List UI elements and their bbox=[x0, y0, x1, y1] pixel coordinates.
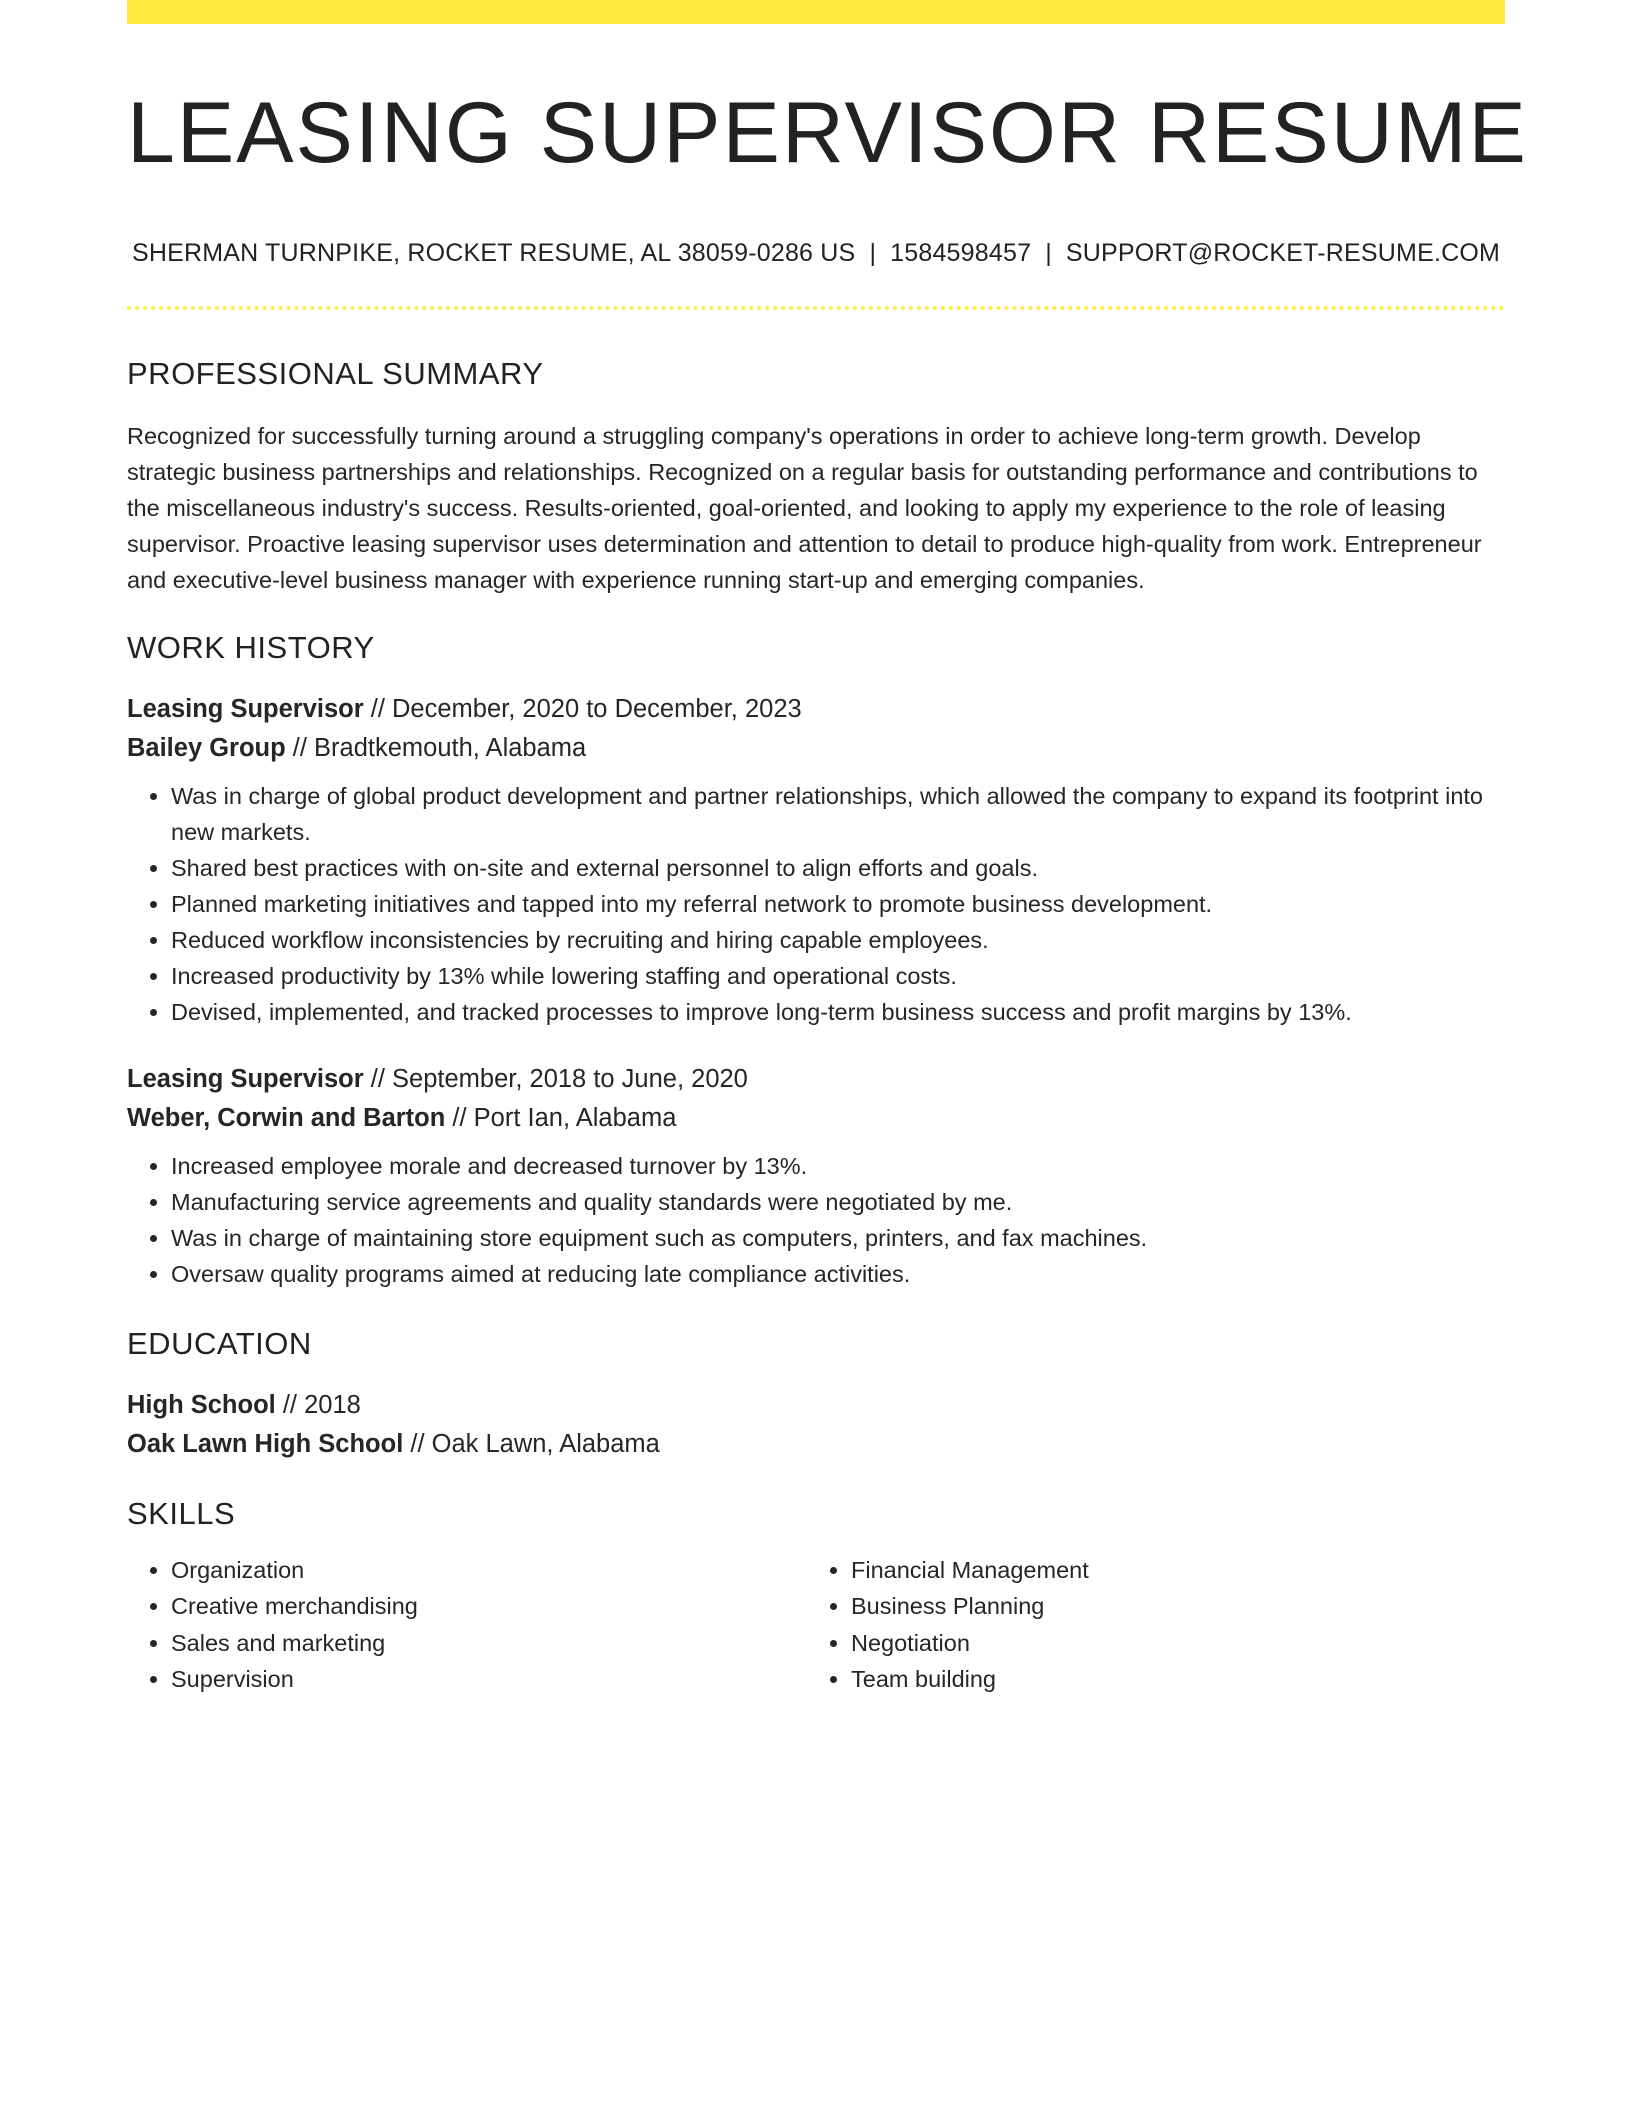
work-history-heading: WORK HISTORY bbox=[127, 629, 375, 665]
skill-item: • Business Planning bbox=[851, 1588, 1487, 1625]
summary-text: Recognized for successfully turning around a struggling company's operations in order to achieve long-term growth. Develop strategic business partnerships and relationships. Recognized on a regular basis for outstanding performance and contributions to the miscellaneous industry's success. Results-oriented, goal-oriented, and looking to apply my experience to the role of leasing supervisor. Proactive leasing supervisor uses determination and attention to detail to produce high-quality from work. Entrepreneur and executive-level business manager with experience running start-up and emerging companies. bbox=[127, 422, 1482, 593]
job-duty: • Increased productivity by 13% while lowering staffing and operational costs. bbox=[171, 958, 1505, 994]
job-title-line bbox=[127, 1060, 1505, 1099]
contact-address: SHERMAN TURNPIKE, ROCKET RESUME, AL 38059-0286 US bbox=[131, 238, 856, 267]
job-dates: // September, 2018 to June, 2020 bbox=[363, 1064, 748, 1093]
contact-email: SUPPORT@ROCKET-RESUME.COM bbox=[1065, 238, 1501, 267]
skill-item: • Negotiation bbox=[851, 1625, 1487, 1662]
contact-line bbox=[127, 239, 1505, 268]
summary-heading: PROFESSIONAL SUMMARY bbox=[127, 355, 544, 391]
top-accent-bar bbox=[127, 0, 1505, 24]
job-duty: • Oversaw quality programs aimed at reducing late compliance activities. bbox=[171, 1256, 1505, 1292]
education-year: // 2018 bbox=[275, 1390, 361, 1419]
job-entry bbox=[127, 1060, 1505, 1292]
education-heading: EDUCATION bbox=[127, 1325, 312, 1361]
job-duty: • Increased employee morale and decreased turnover by 13%. bbox=[171, 1148, 1505, 1184]
skill-item: • Sales and marketing bbox=[171, 1625, 807, 1662]
job-duty: • Planned marketing initiatives and tapped into my referral network to promote business development. bbox=[171, 886, 1505, 922]
education-school: Oak Lawn High School bbox=[127, 1429, 404, 1458]
skills-columns bbox=[127, 1552, 1505, 1698]
job-company-line bbox=[127, 1099, 1505, 1138]
job-duty: • Devised, implemented, and tracked processes to improve long-term business success and profit margins by 13%. bbox=[171, 994, 1505, 1030]
skill-item: • Supervision bbox=[171, 1661, 807, 1698]
education-degree: High School bbox=[127, 1390, 276, 1419]
job-duties-list bbox=[127, 778, 1505, 1030]
job-company: Weber, Corwin and Barton bbox=[127, 1103, 446, 1132]
job-title: Leasing Supervisor bbox=[127, 1064, 364, 1093]
contact-phone: 1584598457 bbox=[890, 238, 1032, 267]
education-entry bbox=[127, 1386, 1505, 1464]
job-duty: • Reduced workflow inconsistencies by recruiting and hiring capable employees. bbox=[171, 922, 1505, 958]
dotted-divider bbox=[127, 306, 1505, 310]
job-entry bbox=[127, 690, 1505, 1030]
skills-list-right bbox=[807, 1552, 1487, 1698]
resume-title: LEASING SUPERVISOR RESUME bbox=[127, 85, 1528, 181]
job-location: // Bradtkemouth, Alabama bbox=[285, 733, 587, 762]
job-duty: • Shared best practices with on-site and external personnel to align efforts and goals. bbox=[171, 850, 1505, 886]
skill-item: • Organization bbox=[171, 1552, 807, 1589]
education-location: // Oak Lawn, Alabama bbox=[403, 1429, 660, 1458]
job-duty: • Was in charge of global product development and partner relationships, which allowed the company to expand its footprint into new markets. bbox=[171, 778, 1505, 850]
skill-item: • Creative merchandising bbox=[171, 1588, 807, 1625]
contact-separator: | bbox=[1045, 238, 1052, 267]
job-dates: // December, 2020 to December, 2023 bbox=[363, 694, 802, 723]
resume-page bbox=[127, 0, 1528, 1698]
job-duty: • Manufacturing service agreements and quality standards were negotiated by me. bbox=[171, 1184, 1505, 1220]
education-degree-line bbox=[127, 1386, 1505, 1425]
job-duty: • Was in charge of maintaining store equipment such as computers, printers, and fax machines. bbox=[171, 1220, 1505, 1256]
skills-list-left bbox=[127, 1552, 807, 1698]
skill-item: • Team building bbox=[851, 1661, 1487, 1698]
skills-heading: SKILLS bbox=[127, 1495, 236, 1531]
job-title: Leasing Supervisor bbox=[127, 694, 364, 723]
skill-item: • Financial Management bbox=[851, 1552, 1487, 1589]
job-title-line bbox=[127, 690, 1505, 729]
job-company-line bbox=[127, 729, 1505, 768]
job-company: Bailey Group bbox=[127, 733, 286, 762]
contact-separator: | bbox=[869, 238, 877, 267]
job-duties-list bbox=[127, 1148, 1505, 1292]
education-school-line bbox=[127, 1425, 1505, 1464]
job-location: // Port Ian, Alabama bbox=[445, 1103, 677, 1132]
